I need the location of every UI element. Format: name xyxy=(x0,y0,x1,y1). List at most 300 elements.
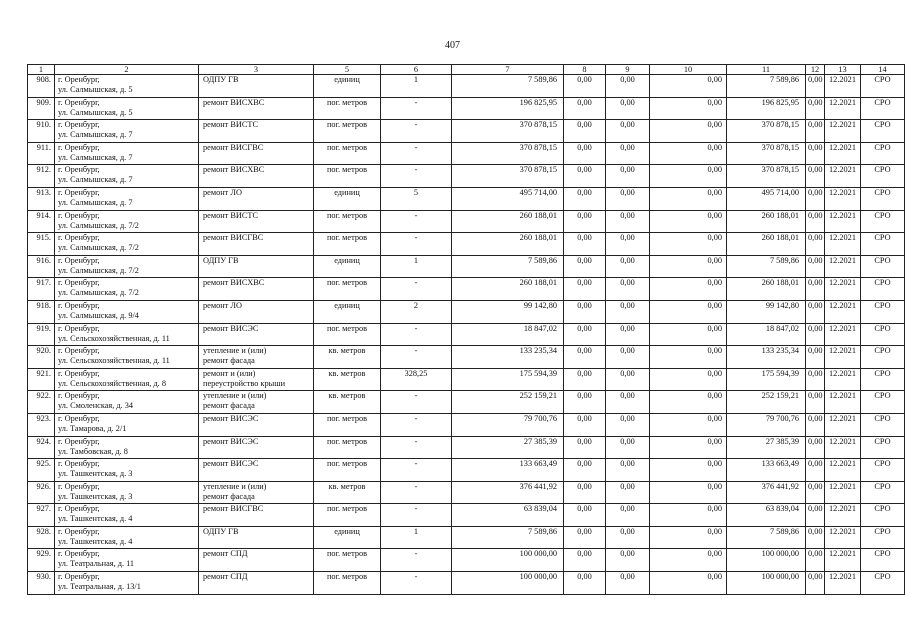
other-funds-cell: 0,00 xyxy=(806,75,825,98)
quantity-cell: - xyxy=(381,210,452,233)
column-number-header: 8 xyxy=(564,65,606,75)
work-type-cell xyxy=(199,572,314,595)
fund-cell: 0,00 xyxy=(564,526,606,549)
fund-cell: 0,00 xyxy=(564,346,606,369)
unit-cell: пог. метров xyxy=(314,233,381,256)
completion-date-cell: 12.2021 xyxy=(825,346,861,369)
region-budget-cell: 0,00 xyxy=(606,481,650,504)
address-line: ул. Салмышская, д. 7 xyxy=(58,152,133,162)
quantity-cell: - xyxy=(381,165,452,188)
address-line: г. Оренбург, xyxy=(58,413,100,423)
fund-cell: 0,00 xyxy=(564,549,606,572)
region-budget-cell: 0,00 xyxy=(606,210,650,233)
work-type-line: ремонт ВИСГВС xyxy=(203,142,264,152)
total-cost-cell: 7 589,86 xyxy=(452,255,564,278)
owners-funds-cell: 133 235,34 xyxy=(727,346,806,369)
work-type-line: ремонт ВИСХВС xyxy=(203,278,265,288)
fund-cell: 0,00 xyxy=(564,323,606,346)
quantity-cell: - xyxy=(381,436,452,459)
row-number: 908. xyxy=(28,75,55,98)
work-type-line: ремонт ЛО xyxy=(203,300,242,310)
unit-cell: пог. метров xyxy=(314,549,381,572)
column-number-header: 2 xyxy=(55,65,199,75)
completion-date-cell: 12.2021 xyxy=(825,549,861,572)
address-cell xyxy=(55,346,199,369)
address-line: ул. Салмышская, д. 7/2 xyxy=(58,265,139,275)
quantity-cell: - xyxy=(381,142,452,165)
completion-date-cell: 12.2021 xyxy=(825,165,861,188)
owners-funds-cell: 7 589,86 xyxy=(727,526,806,549)
organization-cell: СРО xyxy=(861,233,905,256)
total-cost-cell: 196 825,95 xyxy=(452,97,564,120)
table-body xyxy=(28,75,905,595)
address-cell xyxy=(55,97,199,120)
unit-cell: единиц xyxy=(314,187,381,210)
address-line: г. Оренбург, xyxy=(58,75,100,84)
total-cost-cell: 260 188,01 xyxy=(452,278,564,301)
organization-cell: СРО xyxy=(861,391,905,414)
work-type-cell xyxy=(199,368,314,391)
work-type-line: ремонт ВИСЭС xyxy=(203,413,259,423)
fund-cell: 0,00 xyxy=(564,436,606,459)
table-row xyxy=(28,233,905,256)
other-funds-cell: 0,00 xyxy=(806,413,825,436)
fund-cell: 0,00 xyxy=(564,255,606,278)
region-budget-cell: 0,00 xyxy=(606,504,650,527)
address-line: ул. Тамарова, д. 2/1 xyxy=(58,423,127,433)
local-budget-cell: 0,00 xyxy=(650,300,727,323)
address-line: г. Оренбург, xyxy=(58,504,100,514)
unit-cell: единиц xyxy=(314,255,381,278)
region-budget-cell: 0,00 xyxy=(606,300,650,323)
region-budget-cell: 0,00 xyxy=(606,459,650,482)
address-line: г. Оренбург, xyxy=(58,323,100,333)
quantity-cell: - xyxy=(381,97,452,120)
other-funds-cell: 0,00 xyxy=(806,165,825,188)
organization-cell: СРО xyxy=(861,346,905,369)
fund-cell: 0,00 xyxy=(564,481,606,504)
column-number-header: 7 xyxy=(452,65,564,75)
quantity-cell: 1 xyxy=(381,75,452,98)
work-type-cell xyxy=(199,526,314,549)
organization-cell: СРО xyxy=(861,549,905,572)
work-type-line: ОДПУ ГВ xyxy=(203,255,239,265)
address-cell xyxy=(55,368,199,391)
local-budget-cell: 0,00 xyxy=(650,572,727,595)
fund-cell: 0,00 xyxy=(564,120,606,143)
region-budget-cell: 0,00 xyxy=(606,278,650,301)
fund-cell: 0,00 xyxy=(564,300,606,323)
total-cost-cell: 133 663,49 xyxy=(452,459,564,482)
region-budget-cell: 0,00 xyxy=(606,142,650,165)
address-line: ул. Тамбовская, д. 8 xyxy=(58,446,128,456)
owners-funds-cell: 370 878,15 xyxy=(727,142,806,165)
completion-date-cell: 12.2021 xyxy=(825,368,861,391)
quantity-cell: - xyxy=(381,549,452,572)
table-row xyxy=(28,255,905,278)
local-budget-cell: 0,00 xyxy=(650,97,727,120)
work-type-line: ремонт ВИСХВС xyxy=(203,97,265,107)
total-cost-cell: 63 839,04 xyxy=(452,504,564,527)
owners-funds-cell: 495 714,00 xyxy=(727,187,806,210)
work-type-cell xyxy=(199,436,314,459)
table-row xyxy=(28,165,905,188)
quantity-cell: - xyxy=(381,572,452,595)
quantity-cell: 1 xyxy=(381,255,452,278)
local-budget-cell: 0,00 xyxy=(650,120,727,143)
total-cost-cell: 376 441,92 xyxy=(452,481,564,504)
work-type-line: ремонт ВИСГВС xyxy=(203,504,264,514)
organization-cell: СРО xyxy=(861,120,905,143)
other-funds-cell: 0,00 xyxy=(806,187,825,210)
work-type-line: утепление и (или) xyxy=(203,391,267,401)
owners-funds-cell: 100 000,00 xyxy=(727,572,806,595)
row-number: 909. xyxy=(28,97,55,120)
other-funds-cell: 0,00 xyxy=(806,346,825,369)
unit-cell: пог. метров xyxy=(314,436,381,459)
owners-funds-cell: 260 188,01 xyxy=(727,210,806,233)
quantity-cell: - xyxy=(381,278,452,301)
unit-cell: пог. метров xyxy=(314,413,381,436)
work-type-line: ремонт СПД xyxy=(203,572,248,582)
unit-cell: единиц xyxy=(314,526,381,549)
owners-funds-cell: 370 878,15 xyxy=(727,120,806,143)
address-line: ул. Салмышская, д. 7 xyxy=(58,197,133,207)
row-number: 921. xyxy=(28,368,55,391)
work-type-line: утепление и (или) xyxy=(203,481,267,491)
other-funds-cell: 0,00 xyxy=(806,97,825,120)
organization-cell: СРО xyxy=(861,323,905,346)
address-cell xyxy=(55,572,199,595)
quantity-cell: - xyxy=(381,233,452,256)
region-budget-cell: 0,00 xyxy=(606,75,650,98)
fund-cell: 0,00 xyxy=(564,572,606,595)
organization-cell: СРО xyxy=(861,504,905,527)
owners-funds-cell: 63 839,04 xyxy=(727,504,806,527)
address-cell xyxy=(55,504,199,527)
total-cost-cell: 370 878,15 xyxy=(452,120,564,143)
address-cell xyxy=(55,187,199,210)
column-number-header: 11 xyxy=(727,65,806,75)
work-type-line: ОДПУ ГВ xyxy=(203,526,239,536)
local-budget-cell: 0,00 xyxy=(650,187,727,210)
quantity-cell: - xyxy=(381,120,452,143)
work-type-cell xyxy=(199,165,314,188)
other-funds-cell: 0,00 xyxy=(806,368,825,391)
local-budget-cell: 0,00 xyxy=(650,504,727,527)
table-row xyxy=(28,368,905,391)
address-line: ул. Салмышская, д. 7/2 xyxy=(58,220,139,230)
completion-date-cell: 12.2021 xyxy=(825,75,861,98)
region-budget-cell: 0,00 xyxy=(606,346,650,369)
unit-cell: пог. метров xyxy=(314,165,381,188)
address-cell xyxy=(55,526,199,549)
owners-funds-cell: 79 700,76 xyxy=(727,413,806,436)
address-cell xyxy=(55,165,199,188)
column-number-header: 6 xyxy=(381,65,452,75)
region-budget-cell: 0,00 xyxy=(606,391,650,414)
organization-cell: СРО xyxy=(861,75,905,98)
table-row xyxy=(28,391,905,414)
work-type-cell xyxy=(199,120,314,143)
work-type-line: переустройство крыши xyxy=(203,378,286,388)
completion-date-cell: 12.2021 xyxy=(825,436,861,459)
row-number: 910. xyxy=(28,120,55,143)
total-cost-cell: 100 000,00 xyxy=(452,572,564,595)
quantity-cell: 2 xyxy=(381,300,452,323)
address-cell xyxy=(55,481,199,504)
work-type-cell xyxy=(199,391,314,414)
table-row xyxy=(28,504,905,527)
unit-cell: пог. метров xyxy=(314,504,381,527)
organization-cell: СРО xyxy=(861,368,905,391)
address-cell xyxy=(55,391,199,414)
work-type-cell xyxy=(199,187,314,210)
completion-date-cell: 12.2021 xyxy=(825,278,861,301)
column-number-header: 1 xyxy=(28,65,55,75)
owners-funds-cell: 175 594,39 xyxy=(727,368,806,391)
local-budget-cell: 0,00 xyxy=(650,278,727,301)
total-cost-cell: 27 385,39 xyxy=(452,436,564,459)
address-line: ул. Театральная, д. 11 xyxy=(58,559,135,569)
completion-date-cell: 12.2021 xyxy=(825,233,861,256)
fund-cell: 0,00 xyxy=(564,413,606,436)
row-number: 914. xyxy=(28,210,55,233)
work-type-line: ремонт ВИСЭС xyxy=(203,323,259,333)
address-line: г. Оренбург, xyxy=(58,233,100,243)
work-type-cell xyxy=(199,278,314,301)
local-budget-cell: 0,00 xyxy=(650,75,727,98)
address-cell xyxy=(55,233,199,256)
address-line: г. Оренбург, xyxy=(58,481,100,491)
completion-date-cell: 12.2021 xyxy=(825,300,861,323)
work-type-cell xyxy=(199,255,314,278)
address-line: г. Оренбург, xyxy=(58,391,100,401)
unit-cell: кв. метров xyxy=(314,368,381,391)
other-funds-cell: 0,00 xyxy=(806,300,825,323)
owners-funds-cell: 196 825,95 xyxy=(727,97,806,120)
address-cell xyxy=(55,255,199,278)
organization-cell: СРО xyxy=(861,165,905,188)
total-cost-cell: 260 188,01 xyxy=(452,233,564,256)
work-type-line: ремонт фасада xyxy=(203,356,255,366)
owners-funds-cell: 376 441,92 xyxy=(727,481,806,504)
address-line: ул. Салмышская, д. 7 xyxy=(58,175,133,185)
organization-cell: СРО xyxy=(861,97,905,120)
address-cell xyxy=(55,549,199,572)
column-number-header: 14 xyxy=(861,65,905,75)
row-number: 916. xyxy=(28,255,55,278)
table-row xyxy=(28,413,905,436)
address-line: ул. Ташкентская, д. 4 xyxy=(58,536,133,546)
row-number: 923. xyxy=(28,413,55,436)
local-budget-cell: 0,00 xyxy=(650,142,727,165)
organization-cell: СРО xyxy=(861,142,905,165)
address-line: ул. Сельскохозяйственная, д. 11 xyxy=(58,356,170,366)
address-line: г. Оренбург, xyxy=(58,459,100,469)
other-funds-cell: 0,00 xyxy=(806,120,825,143)
unit-cell: пог. метров xyxy=(314,278,381,301)
address-line: г. Оренбург, xyxy=(58,436,100,446)
row-number: 928. xyxy=(28,526,55,549)
address-line: г. Оренбург, xyxy=(58,346,100,356)
other-funds-cell: 0,00 xyxy=(806,526,825,549)
quantity-cell: - xyxy=(381,504,452,527)
table-row xyxy=(28,97,905,120)
work-type-cell xyxy=(199,323,314,346)
completion-date-cell: 12.2021 xyxy=(825,323,861,346)
fund-cell: 0,00 xyxy=(564,391,606,414)
local-budget-cell: 0,00 xyxy=(650,255,727,278)
work-type-line: ремонт ВИСТС xyxy=(203,120,259,130)
region-budget-cell: 0,00 xyxy=(606,97,650,120)
total-cost-cell: 7 589,86 xyxy=(452,526,564,549)
total-cost-cell: 79 700,76 xyxy=(452,413,564,436)
row-number: 913. xyxy=(28,187,55,210)
region-budget-cell: 0,00 xyxy=(606,436,650,459)
work-type-line: ремонт СПД xyxy=(203,549,248,559)
address-line: ул. Театральная, д. 13/1 xyxy=(58,582,141,592)
row-number: 922. xyxy=(28,391,55,414)
work-type-cell xyxy=(199,481,314,504)
other-funds-cell: 0,00 xyxy=(806,481,825,504)
address-line: г. Оренбург, xyxy=(58,572,100,582)
row-number: 911. xyxy=(28,142,55,165)
column-number-header: 10 xyxy=(650,65,727,75)
completion-date-cell: 12.2021 xyxy=(825,142,861,165)
total-cost-cell: 100 000,00 xyxy=(452,549,564,572)
address-line: г. Оренбург, xyxy=(58,165,100,175)
fund-cell: 0,00 xyxy=(564,210,606,233)
unit-cell: пог. метров xyxy=(314,572,381,595)
local-budget-cell: 0,00 xyxy=(650,459,727,482)
owners-funds-cell: 99 142,80 xyxy=(727,300,806,323)
organization-cell: СРО xyxy=(861,436,905,459)
address-line: г. Оренбург, xyxy=(58,187,100,197)
owners-funds-cell: 260 188,01 xyxy=(727,278,806,301)
region-budget-cell: 0,00 xyxy=(606,165,650,188)
organization-cell: СРО xyxy=(861,255,905,278)
column-number-header: 12 xyxy=(806,65,825,75)
table-row xyxy=(28,346,905,369)
local-budget-cell: 0,00 xyxy=(650,526,727,549)
page-number: 407 xyxy=(445,40,460,51)
region-budget-cell: 0,00 xyxy=(606,413,650,436)
address-line: ул. Салмышская, д. 9/4 xyxy=(58,310,139,320)
repair-schedule-table xyxy=(27,64,905,595)
work-type-line: ремонт фасада xyxy=(203,401,255,411)
fund-cell: 0,00 xyxy=(564,459,606,482)
other-funds-cell: 0,00 xyxy=(806,504,825,527)
local-budget-cell: 0,00 xyxy=(650,165,727,188)
unit-cell: единиц xyxy=(314,300,381,323)
completion-date-cell: 12.2021 xyxy=(825,391,861,414)
unit-cell: пог. метров xyxy=(314,120,381,143)
quantity-cell: - xyxy=(381,323,452,346)
unit-cell: пог. метров xyxy=(314,142,381,165)
owners-funds-cell: 7 589,86 xyxy=(727,255,806,278)
other-funds-cell: 0,00 xyxy=(806,459,825,482)
table-row xyxy=(28,210,905,233)
work-type-line: ремонт ВИСТС xyxy=(203,210,259,220)
local-budget-cell: 0,00 xyxy=(650,549,727,572)
total-cost-cell: 18 847,02 xyxy=(452,323,564,346)
address-cell xyxy=(55,413,199,436)
address-cell xyxy=(55,300,199,323)
fund-cell: 0,00 xyxy=(564,187,606,210)
row-number: 912. xyxy=(28,165,55,188)
organization-cell: СРО xyxy=(861,300,905,323)
address-line: г. Оренбург, xyxy=(58,549,100,559)
table-row xyxy=(28,300,905,323)
table-row xyxy=(28,187,905,210)
row-number: 918. xyxy=(28,300,55,323)
table-row xyxy=(28,323,905,346)
other-funds-cell: 0,00 xyxy=(806,436,825,459)
address-line: г. Оренбург, xyxy=(58,97,100,107)
other-funds-cell: 0,00 xyxy=(806,210,825,233)
table-row xyxy=(28,142,905,165)
total-cost-cell: 370 878,15 xyxy=(452,165,564,188)
work-type-cell xyxy=(199,504,314,527)
unit-cell: кв. метров xyxy=(314,391,381,414)
work-type-line: ОДПУ ГВ xyxy=(203,75,239,84)
address-line: г. Оренбург, xyxy=(58,368,100,378)
work-type-cell xyxy=(199,142,314,165)
address-line: ул. Салмышская, д. 5 xyxy=(58,85,133,94)
fund-cell: 0,00 xyxy=(564,504,606,527)
owners-funds-cell: 252 159,21 xyxy=(727,391,806,414)
other-funds-cell: 0,00 xyxy=(806,255,825,278)
unit-cell: пог. метров xyxy=(314,210,381,233)
address-line: ул. Сельскохозяйственная, д. 8 xyxy=(58,378,166,388)
address-cell xyxy=(55,278,199,301)
address-line: ул. Сельскохозяйственная, д. 11 xyxy=(58,333,170,343)
total-cost-cell: 7 589,86 xyxy=(452,75,564,98)
column-number-header: 9 xyxy=(606,65,650,75)
region-budget-cell: 0,00 xyxy=(606,255,650,278)
total-cost-cell: 252 159,21 xyxy=(452,391,564,414)
organization-cell: СРО xyxy=(861,526,905,549)
owners-funds-cell: 260 188,01 xyxy=(727,233,806,256)
completion-date-cell: 12.2021 xyxy=(825,526,861,549)
fund-cell: 0,00 xyxy=(564,75,606,98)
work-type-cell xyxy=(199,75,314,98)
column-number-header: 13 xyxy=(825,65,861,75)
address-cell xyxy=(55,323,199,346)
completion-date-cell: 12.2021 xyxy=(825,255,861,278)
work-type-line: ремонт ЛО xyxy=(203,187,242,197)
other-funds-cell: 0,00 xyxy=(806,142,825,165)
table-row xyxy=(28,549,905,572)
organization-cell: СРО xyxy=(861,413,905,436)
completion-date-cell: 12.2021 xyxy=(825,481,861,504)
column-number-header: 5 xyxy=(314,65,381,75)
region-budget-cell: 0,00 xyxy=(606,233,650,256)
quantity-cell: - xyxy=(381,413,452,436)
work-type-line: утепление и (или) xyxy=(203,346,267,356)
address-cell xyxy=(55,210,199,233)
total-cost-cell: 260 188,01 xyxy=(452,210,564,233)
organization-cell: СРО xyxy=(861,210,905,233)
address-cell xyxy=(55,75,199,98)
other-funds-cell: 0,00 xyxy=(806,572,825,595)
organization-cell: СРО xyxy=(861,459,905,482)
local-budget-cell: 0,00 xyxy=(650,391,727,414)
owners-funds-cell: 18 847,02 xyxy=(727,323,806,346)
table-row xyxy=(28,526,905,549)
address-line: г. Оренбург, xyxy=(58,255,100,265)
